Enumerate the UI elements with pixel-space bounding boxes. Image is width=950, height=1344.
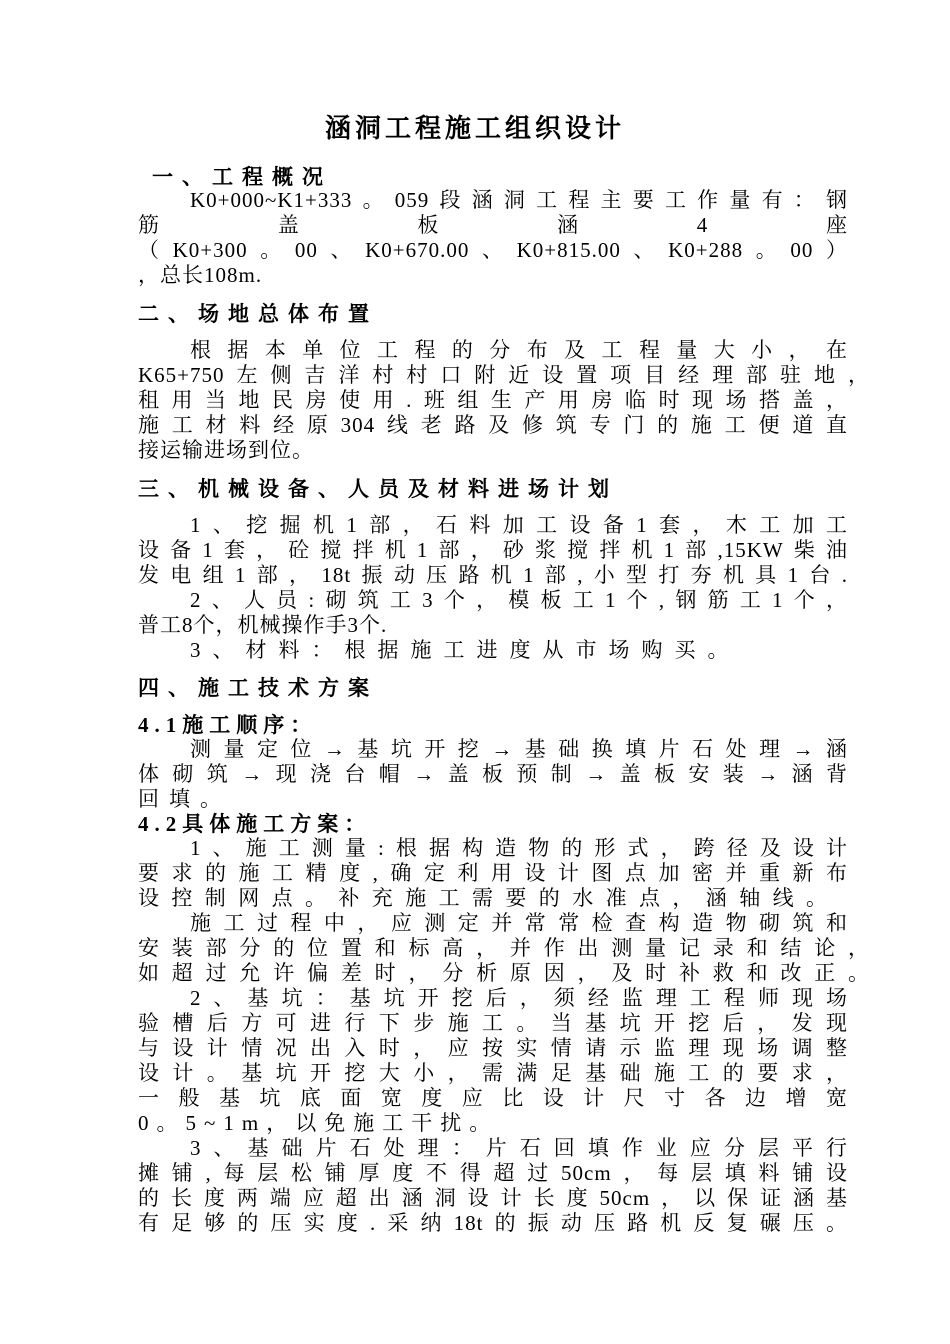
section-heading-3: 三、机械设备、人员及材料进场计划 xyxy=(138,477,618,501)
paragraph-line: 2、基坑：基坑开挖后，须经监理工程师现场 xyxy=(190,986,848,1010)
paragraph-line: 根据本单位工程的分布及工程量大小，在 xyxy=(190,338,848,362)
paragraph-line: 普工8个，机械操作手3个. xyxy=(138,613,388,637)
paragraph-line: 要求的施工精度,确定利用设计图点加密并重新布 xyxy=(138,861,848,885)
paragraph-line: K65+750左侧吉洋村村口附近设置项目经理部驻地， xyxy=(138,363,870,387)
paragraph-line: 施工材料经原304线老路及修筑专门的施工便道直 xyxy=(138,413,848,437)
paragraph-line: 1、挖掘机1部，石料加工设备1套，木工加工 xyxy=(190,513,848,537)
section-heading-4: 四、施工技术方案 xyxy=(138,676,378,700)
paragraph-line: 2、人员:砌筑工3个，模板工1个,钢筋工1个， xyxy=(190,588,848,612)
subsection-heading-4-1: 4.1施工顺序： xyxy=(138,713,318,737)
paragraph-line: 有足够的压实度.采纳18t的振动压路机反复碾压。 xyxy=(138,1211,848,1235)
paragraph-line: 0。5~1m，以免施工干扰。 xyxy=(138,1111,499,1135)
paragraph-line: 设计。基坑开挖大小，需满足基础施工的要求， xyxy=(138,1061,848,1085)
paragraph-line: ，总长108m. xyxy=(138,263,263,287)
section-heading-1: 一、工程概况 xyxy=(152,165,332,189)
paragraph-line: 回填。 xyxy=(138,787,231,811)
paragraph-line: 与设计情况出入时，应按实情请示监理现场调整 xyxy=(138,1036,848,1060)
paragraph-line: 一般基坑底面宽度应比设计尺寸各边增宽 xyxy=(138,1086,848,1110)
paragraph-line: 的长度两端应超出涵洞设计长度50cm，以保证涵基 xyxy=(138,1186,848,1210)
page-title: 涵洞工程施工组织设计 xyxy=(324,114,625,143)
paragraph-line: 安装部分的位置和标高，并作出测量记录和结论， xyxy=(138,936,870,960)
paragraph-line: 设控制网点。补充施工需要的水准点，涵轴线。 xyxy=(138,886,828,910)
paragraph-line: （K0+300。00、K0+670.00、K0+815.00、K0+288。00） xyxy=(138,238,848,262)
paragraph-line: 接运输进场到位。 xyxy=(138,438,314,462)
paragraph-line: 摊铺,每层松铺厚度不得超过50cm，每层填料铺设 xyxy=(138,1161,848,1185)
subsection-heading-4-2: 4.2具体施工方案： xyxy=(138,812,372,836)
paragraph-line: 筋盖板涵4座 xyxy=(138,213,848,237)
paragraph-line: 租用当地民房使用.班组生产用房临时现场搭盖， xyxy=(138,388,848,412)
paragraph-line: 设备1套，砼搅拌机1部，砂浆搅拌机1部,15KW柴油 xyxy=(138,538,848,562)
paragraph-line: 测量定位→基坑开挖→基础换填片石处理→涵 xyxy=(190,737,848,761)
paragraph-line: K0+000~K1+333。059段涵洞工程主要工作量有：钢 xyxy=(190,188,848,212)
paragraph-line: 1、施工测量:根据构造物的形式，跨径及设计 xyxy=(190,836,848,860)
paragraph-line: 3、基础片石处理：片石回填作业应分层平行 xyxy=(190,1136,848,1160)
paragraph-line: 发电组1部，18t振动压路机1部,小型打夯机具1台. xyxy=(138,563,848,587)
paragraph-line: 验槽后方可进行下步施工。当基坑开挖后，发现 xyxy=(138,1011,848,1035)
paragraph-line: 3、材料：根据施工进度从市场购买。 xyxy=(190,638,741,662)
paragraph-line: 体砌筑→现浇台帽→盖板预制→盖板安装→涵背 xyxy=(138,762,848,786)
paragraph-line: 如超过允许偏差时，分析原因，及时补救和改正。 xyxy=(138,961,870,985)
section-heading-2: 二、场地总体布置 xyxy=(138,302,378,326)
paragraph-line: 施工过程中，应测定并常常检查构造物砌筑和 xyxy=(190,911,848,935)
